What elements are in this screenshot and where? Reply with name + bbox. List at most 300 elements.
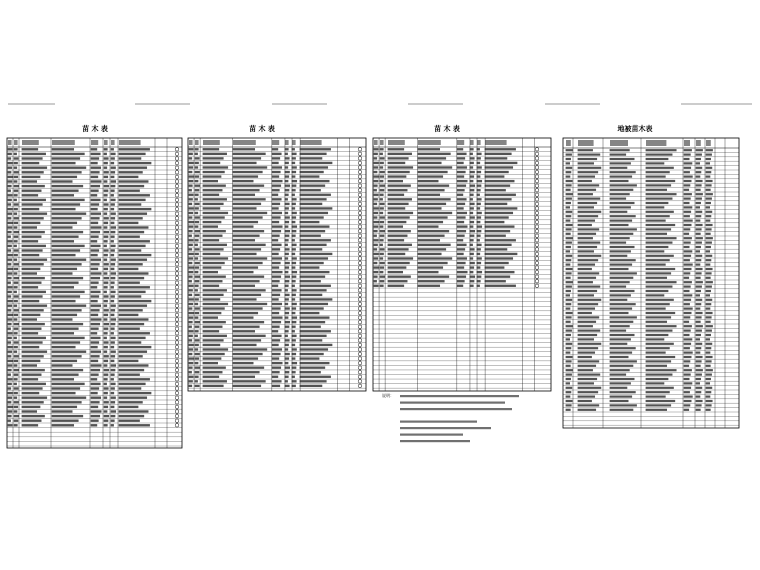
cell-content [696,268,703,270]
cell-content [14,392,18,394]
cell-content [203,207,221,209]
cell-content [22,374,42,376]
cell-content [91,332,98,334]
cell-content [8,217,12,219]
cell-content [111,245,116,247]
cell-content [646,299,674,301]
cell-content [52,286,74,288]
cell-content [285,198,288,200]
cell-content [610,242,627,244]
cell-content [119,346,152,348]
cell-content [285,221,290,223]
cell-content [189,330,194,332]
cell-content [285,157,290,159]
cell-content [91,277,100,279]
cell-content [203,253,221,255]
cell-content [233,307,263,309]
cell-content [684,158,690,160]
legend-symbol [358,266,362,270]
cell-content [14,332,18,334]
cell-content [696,374,702,376]
cell-content [91,286,98,288]
cell-content [485,216,509,218]
cell-content [374,198,378,200]
cell-content [470,189,475,191]
cell-content [610,404,637,406]
cell-content [380,157,385,159]
cell-content [195,171,200,173]
cell-content [285,276,290,278]
cell-content [646,321,667,323]
cell-content [470,253,474,255]
legend-symbol [358,270,362,274]
cell-content [189,348,194,350]
cell-content [111,346,115,348]
cell-content [292,294,296,296]
cell-content [14,254,18,256]
cell-content [706,250,710,252]
cell-content [696,167,703,169]
cell-content [119,364,149,366]
cell-content [388,162,406,164]
cell-content [566,343,573,345]
cell-content [610,299,628,301]
cell-content [477,203,481,205]
cell-content [646,228,672,230]
cell-content [8,309,12,311]
header-text [300,140,322,145]
cell-content [380,266,385,268]
cell-content [272,253,279,255]
cell-content [388,262,410,264]
note-line [400,402,505,404]
legend-symbol [358,261,362,265]
cell-content [189,153,193,155]
cell-content [14,314,19,316]
cell-content [646,255,674,257]
cell-content [285,166,289,168]
cell-content [111,286,114,288]
cell-content [285,326,290,328]
cell-content [418,239,440,241]
cell-content [696,378,701,380]
cell-content [8,401,12,403]
cell-content [272,248,281,250]
cell-content [189,380,193,382]
cell-content [380,194,384,196]
cell-content [578,237,593,239]
cell-content [706,299,713,301]
cell-content [119,277,145,279]
cell-content [292,230,297,232]
legend-symbol [358,307,362,311]
cell-content [195,216,200,218]
cell-content [233,221,258,223]
cell-content [470,235,475,237]
cell-content [706,294,710,296]
cell-content [610,184,637,186]
cell-content [119,222,139,224]
cell-content [578,391,599,393]
cell-content [418,225,439,227]
legend-symbol [535,261,539,265]
cell-content [22,226,37,228]
cell-content [104,180,108,182]
cell-content [203,298,221,300]
legend-symbol [358,343,362,347]
cell-content [485,280,506,282]
cell-content [22,424,39,426]
cell-content [566,206,570,208]
cell-content [272,185,281,187]
cell-content [195,330,199,332]
cell-content [566,180,573,182]
cell-content [111,337,116,339]
cell-content [111,254,115,256]
cell-content [14,355,19,357]
cell-content [203,326,223,328]
cell-content [646,206,665,208]
cell-content [8,291,12,293]
cell-content [485,203,508,205]
cell-content [111,374,115,376]
cell-content [696,303,702,305]
cell-content [111,295,115,297]
legend-symbol [175,235,179,239]
cell-content [52,282,79,284]
cell-content [684,391,690,393]
cell-content [610,198,627,200]
cell-content [189,212,194,214]
cell-content [8,277,12,279]
legend-symbol [175,207,179,211]
cell-content [233,371,260,373]
cell-content [706,387,713,389]
cell-content [203,362,218,364]
cell-content [374,239,379,241]
cell-content [14,346,18,348]
cell-content [566,202,571,204]
legend-symbol [175,240,179,244]
cell-content [272,239,279,241]
cell-content [52,240,74,242]
cell-content [8,387,12,389]
cell-content [388,207,406,209]
legend-symbol [358,170,362,174]
cell-content [418,248,447,250]
cell-content [119,249,142,251]
cell-content [292,221,296,223]
cell-content [292,326,296,328]
legend-symbol [175,175,179,179]
cell-content [457,239,464,241]
cell-content [203,212,228,214]
cell-content [111,148,114,150]
cell-content [706,180,713,182]
cell-content [22,332,39,334]
cell-content [578,286,601,288]
cell-content [684,294,693,296]
cell-content [119,245,146,247]
cell-content [292,257,297,259]
legend-symbol [358,384,362,388]
cell-content [8,314,13,316]
cell-content [292,330,295,332]
cell-content [203,276,226,278]
cell-content [646,272,672,274]
cell-content [233,248,262,250]
cell-content [203,248,224,250]
cell-content [14,364,18,366]
cell-content [696,158,701,160]
cell-content [646,277,667,279]
cell-content [91,254,98,256]
cell-content [684,277,690,279]
cell-content [119,185,145,187]
cell-content [203,357,222,359]
cell-content [610,268,629,270]
cell-content [610,378,635,380]
cell-content [578,299,602,301]
cell-content [195,385,200,387]
cell-content [696,154,702,156]
cell-content [14,351,18,353]
cell-content [477,276,482,278]
legend-symbol [535,147,539,151]
cell-content [380,162,384,164]
cell-content [578,215,599,217]
cell-content [233,171,263,173]
cell-content [233,216,263,218]
cell-content [646,409,667,411]
cell-content [706,308,711,310]
legend-symbol [535,188,539,192]
cell-content [684,272,691,274]
legend-symbol [175,359,179,363]
cell-content [119,254,152,256]
legend-symbol [535,229,539,233]
cell-content [646,356,676,358]
cell-content [14,374,19,376]
cell-content [684,316,691,318]
cell-content [696,409,701,411]
legend-symbol [175,286,179,290]
cell-content [388,194,405,196]
legend-symbol [358,229,362,233]
cell-content [646,391,670,393]
cell-content [22,360,41,362]
cell-content [292,153,297,155]
cell-content [646,250,665,252]
cell-content [706,356,713,358]
cell-content [285,339,290,341]
cell-content [272,353,281,355]
cell-content [111,277,116,279]
cell-content [388,235,408,237]
legend-symbol [175,313,179,317]
cell-content [300,257,328,259]
cell-content [233,385,262,387]
cell-content [14,217,19,219]
cell-content [119,300,152,302]
cell-content [684,154,691,156]
cell-content [578,180,592,182]
cell-content [111,420,115,422]
legend-symbol [358,207,362,211]
cell-content [418,266,443,268]
cell-content [104,167,108,169]
legend-symbol [175,161,179,165]
cell-content [272,344,279,346]
cell-content [292,244,297,246]
cell-content [52,323,84,325]
cell-content [8,341,12,343]
cell-content [418,198,451,200]
cell-content [578,400,592,402]
legend-symbol [175,203,179,207]
cell-content [566,400,573,402]
cell-content [111,314,115,316]
cell-content [470,185,475,187]
cell-content [189,175,194,177]
cell-content [52,374,79,376]
cell-content [189,171,193,173]
cell-content [566,360,572,362]
cell-content [418,276,450,278]
cell-content [684,224,692,226]
cell-content [272,385,281,387]
cell-content [578,378,598,380]
legend-symbol [358,325,362,329]
cell-content [91,378,98,380]
cell-content [380,198,383,200]
cell-content [706,312,713,314]
cell-content [684,387,692,389]
cell-content [104,318,108,320]
cell-content [706,206,710,208]
cell-content [14,300,18,302]
cell-content [233,157,262,159]
cell-content [457,244,467,246]
cell-content [485,189,506,191]
cell-content [189,194,194,196]
cell-content [119,268,139,270]
cell-content [696,334,701,336]
cell-content [189,244,193,246]
cell-content [189,189,192,191]
cell-content [119,323,145,325]
cell-content [272,362,283,364]
cell-content [189,162,194,164]
cell-content [485,212,513,214]
cell-content [610,290,635,292]
legend-symbol [175,152,179,156]
cell-content [646,202,669,204]
cell-content [203,189,223,191]
cell-content [195,244,198,246]
cell-content [696,299,703,301]
cell-content [8,213,13,215]
header-text [610,140,628,146]
cell-content [470,194,474,196]
cell-content [566,347,572,349]
cell-content [272,207,279,209]
cell-content [646,162,665,164]
cell-content [292,371,296,373]
cell-content [203,316,218,318]
cell-content [91,180,102,182]
cell-content [696,171,702,173]
cell-content [272,235,280,237]
cell-content [285,248,290,250]
cell-content [91,383,101,385]
cell-content [646,360,672,362]
cell-content [684,202,690,204]
cell-content [14,401,19,403]
cell-content [203,153,227,155]
cell-content [646,378,669,380]
cell-content [566,158,571,160]
cell-content [111,240,114,242]
cell-content [233,321,265,323]
cell-content [14,406,19,408]
cell-content [380,225,384,227]
legend-symbol [175,253,179,257]
cell-content [578,396,595,398]
legend-symbol [175,391,179,395]
legend-symbol [175,244,179,248]
header-text [203,140,220,145]
cell-content [195,262,200,264]
cell-content [195,276,200,278]
cell-content [457,216,466,218]
cell-content [272,307,281,309]
cell-content [374,257,379,259]
cell-content [91,328,99,330]
cell-content [706,228,712,230]
cell-content [578,242,601,244]
cell-content [8,167,13,169]
cell-content [610,360,637,362]
cell-content [104,291,107,293]
cell-content [22,148,39,150]
cell-content [646,264,666,266]
cell-content [300,239,331,241]
cell-content [8,406,13,408]
cell-content [477,239,480,241]
cell-content [195,198,198,200]
note-line [400,421,477,423]
cell-content [578,316,600,318]
cell-content [14,272,18,274]
legend-symbol [175,258,179,262]
cell-content [696,330,702,332]
cell-content [22,282,42,284]
cell-content [272,216,281,218]
cell-content [272,326,280,328]
cell-content [272,294,281,296]
cell-content [22,337,46,339]
cell-content [566,321,571,323]
legend-symbol [358,298,362,302]
cell-content [233,239,255,241]
cell-content [195,303,199,305]
cell-content [195,280,200,282]
cell-content [696,387,703,389]
cell-content [684,184,691,186]
legend-symbol [175,332,179,336]
cell-content [578,162,594,164]
